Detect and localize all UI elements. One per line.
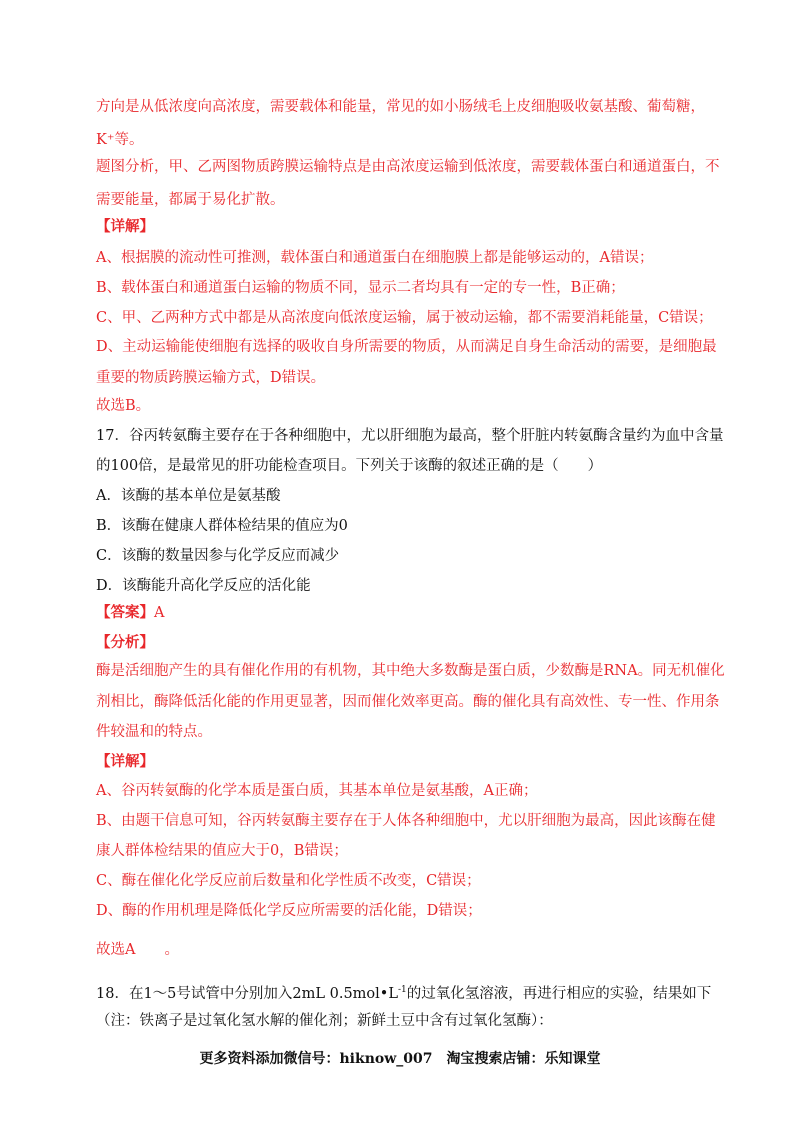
q17-stem-line-2: 的100倍，是最常见的肝功能检查项目。下列关于该酶的叙述正确的是（ ） <box>96 458 603 474</box>
q17-analysis-heading: 【分析】 <box>96 634 154 651</box>
q17-option-a: A．该酶的基本单位是氨基酸 <box>96 488 281 504</box>
q18-unit-superscript: -1 <box>397 985 407 995</box>
q17-detail-a: A、谷丙转氨酶的化学本质是蛋白质，其基本单位是氨基酸，A正确； <box>96 783 538 799</box>
q17-detail-b-line-2: 康人群体检结果的值应大于0，B错误； <box>96 843 348 859</box>
prev-explanation-line-2: K⁺等。 <box>96 132 144 148</box>
prev-conclusion: 故选B。 <box>96 398 151 414</box>
q17-detail-heading: 【详解】 <box>96 753 154 770</box>
q17-option-d: D．该酶能升高化学反应的活化能 <box>96 578 311 594</box>
q17-detail-d: D、酶的作用机理是降低化学反应所需要的活化能，D错误； <box>96 903 482 919</box>
prev-analysis-line-2: 需要能量，都属于易化扩散。 <box>96 192 285 208</box>
q17-answer <box>96 603 164 623</box>
prev-option-a: A、根据膜的流动性可推测，载体蛋白和通道蛋白在细胞膜上都是能够运动的，A错误； <box>96 250 654 266</box>
q17-detail-b-line-1: B、由题干信息可知，谷丙转氨酶主要存在于人体各种细胞中，尤以肝细胞为最高，因此该酶在健 <box>96 813 716 829</box>
q17-analysis-line-1: 酶是活细胞产生的具有催化作用的有机物，其中绝大多数酶是蛋白质，少数酶是RNA。同无机催化 <box>96 663 725 679</box>
q17-option-c: C．该酶的数量因参与化学反应而减少 <box>96 548 340 564</box>
q17-detail-c: C、酶在催化化学反应前后数量和化学性质不改变，C错误； <box>96 873 481 889</box>
prev-option-c: C、甲、乙两种方式中都是从高浓度向低浓度运输，属于被动运输，都不需要消耗能量，C错误； <box>96 310 713 326</box>
q17-conclusion: 故选A 。 <box>96 942 179 958</box>
prev-explanation-line-1: 方向是从低浓度向高浓度，需要载体和能量，常见的如小肠绒毛上皮细胞吸收氨基酸、葡萄糖， <box>96 99 705 115</box>
q18-stem-line-2: （注：铁离子是过氧化氢水解的催化剂；新鲜土豆中含有过氧化氢酶）： <box>96 1013 553 1029</box>
q17-answer-label: 【答案】 <box>96 604 154 621</box>
prev-option-b: B、载体蛋白和通道蛋白运输的物质不同，显示二者均具有一定的专一性，B正确； <box>96 280 625 296</box>
prev-option-d-line-1: D、主动运输能使细胞有选择的吸收自身所需要的物质，从而满足自身生命活动的需要，是细胞最 <box>96 339 717 355</box>
q18-stem-line-1 <box>96 980 711 1004</box>
prev-analysis-line-1: 题图分析，甲、乙两图物质跨膜运输特点是由高浓度运输到低浓度，需要载体蛋白和通道蛋白，不 <box>96 159 720 175</box>
q17-answer-value: A <box>154 605 165 621</box>
q18-stem-prefix: 18．在1～5号试管中分别加入2mL 0.5mol•L <box>96 985 398 1002</box>
q17-analysis-line-2: 剂相比，酶降低活化能的作用更显著，因而催化效率更高。酶的催化具有高效性、专一性、作用条 <box>96 694 720 710</box>
prev-detail-heading: 【详解】 <box>96 218 154 235</box>
page-footer: 更多资料添加微信号：hiknow_007 淘宝搜索店铺：乐知课堂 <box>199 1051 601 1067</box>
q18-stem-suffix: 的过氧化氢溶液，再进行相应的实验，结果如下 <box>406 985 712 1002</box>
q17-option-b: B．该酶在健康人群体检结果的值应为0 <box>96 518 348 534</box>
prev-option-d-line-2: 重要的物质跨膜运输方式，D错误。 <box>96 370 326 386</box>
q17-analysis-line-3: 件较温和的特点。 <box>96 724 212 740</box>
q17-stem-line-1: 17．谷丙转氨酶主要存在于各种细胞中，尤以肝细胞为最高，整个肝脏内转氨酶含量约为血中含量 <box>96 428 724 444</box>
